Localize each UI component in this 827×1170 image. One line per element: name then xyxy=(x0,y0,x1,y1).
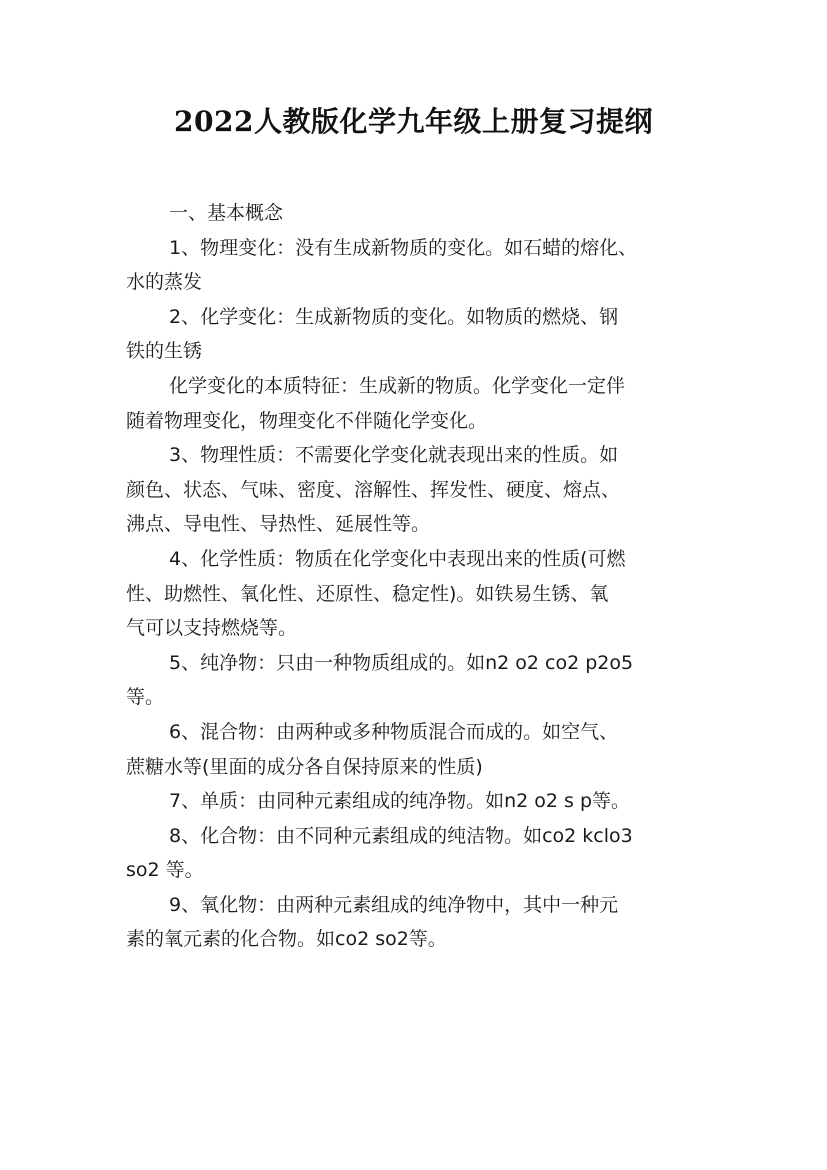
paragraph-physical-property xyxy=(126,438,714,542)
paragraph-chemical-change-feature xyxy=(126,369,714,438)
paragraph-line: 6、混合物：由两种或多种物质混合而成的。如空气、 xyxy=(169,720,619,743)
paragraph-line: 水的蒸发 xyxy=(126,271,203,294)
paragraph-line: 8、化合物：由不同种元素组成的纯洁物。如co2 kclo3 xyxy=(169,824,633,847)
paragraph-line: 3、物理性质：不需要化学变化就表现出来的性质。如 xyxy=(169,444,619,467)
paragraph-line: so2 等。 xyxy=(126,859,204,882)
paragraph-line: 素的氧元素的化合物。如co2 so2等。 xyxy=(126,928,447,951)
paragraph-chemical-property xyxy=(126,542,714,646)
paragraph-line: 颜色、状态、气味、密度、溶解性、挥发性、硬度、熔点、 xyxy=(126,478,621,501)
paragraph-line: 蔗糖水等(里面的成分各自保持原来的性质) xyxy=(126,755,483,778)
paragraph-line: 7、单质：由同种元素组成的纯净物。如n2 o2 s p等。 xyxy=(169,790,631,813)
paragraph-line: 沸点、导电性、导热性、延展性等。 xyxy=(126,513,431,536)
paragraph-line: 化学变化的本质特征：生成新的物质。化学变化一定伴 xyxy=(169,374,626,397)
section-heading xyxy=(126,196,714,231)
paragraph-line: 等。 xyxy=(126,686,165,709)
document-body xyxy=(126,196,714,957)
paragraph-chemical-change xyxy=(126,300,714,369)
paragraph-pure-substance xyxy=(126,646,714,715)
paragraph-compound xyxy=(126,819,714,888)
paragraph-element-substance xyxy=(126,784,714,819)
document-title: 2022人教版化学九年级上册复习提纲 xyxy=(174,105,653,138)
paragraph-line: 一、基本概念 xyxy=(169,202,284,224)
paragraph-oxide xyxy=(126,888,714,957)
paragraph-line: 铁的生锈 xyxy=(126,340,203,363)
paragraph-line: 5、纯净物：只由一种物质组成的。如n2 o2 co2 p2o5 xyxy=(169,651,634,674)
paragraph-line: 4、化学性质：物质在化学变化中表现出来的性质(可燃 xyxy=(169,547,626,570)
paragraph-line: 2、化学变化：生成新物质的变化。如物质的燃烧、钢 xyxy=(169,305,619,328)
paragraph-line: 随着物理变化，物理变化不伴随化学变化。 xyxy=(126,409,488,432)
paragraph-line: 9、氧化物：由两种元素组成的纯净物中，其中一种元 xyxy=(169,893,619,916)
paragraph-line: 性、助燃性、氧化性、还原性、稳定性)。如铁易生锈、氧 xyxy=(126,582,609,605)
paragraph-line: 气可以支持燃烧等。 xyxy=(126,617,298,640)
paragraph-physical-change xyxy=(126,231,714,300)
paragraph-line: 1、物理变化：没有生成新物质的变化。如石蜡的熔化、 xyxy=(169,236,638,259)
paragraph-mixture xyxy=(126,715,714,784)
